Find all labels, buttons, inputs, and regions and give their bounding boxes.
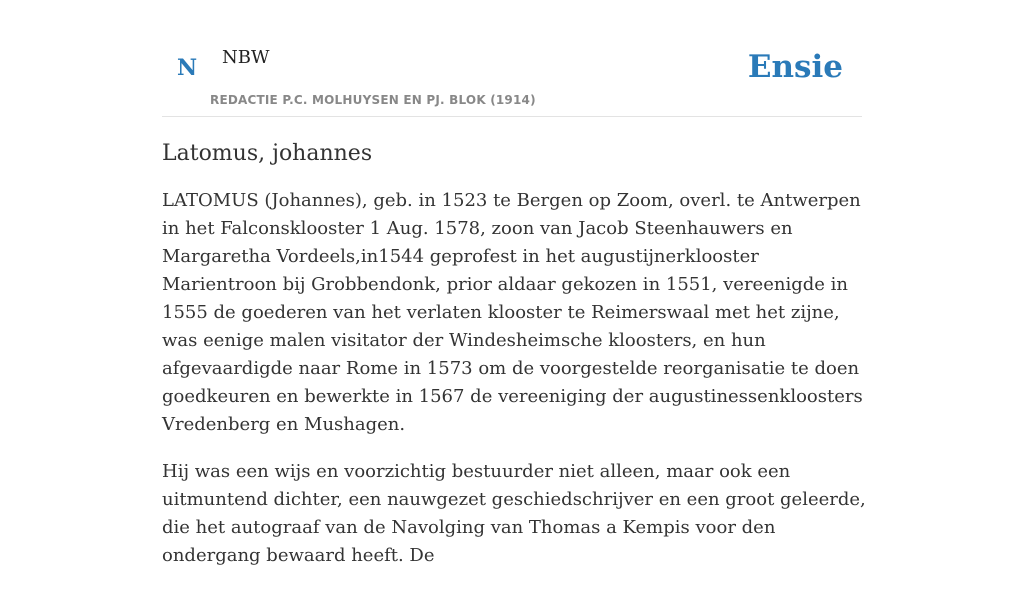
article-paragraph: Hij was een wijs en voorzichtig bestuurder niet alleen, maar ook een uitmuntend dichter, een nauwgezet geschiedschrijver en een groot geleerde, die het autograaf van de Navolging van Thomas a Kempis voor den ondergang bewaard heeft. De xyxy=(162,461,866,566)
ensie-logo[interactable]: Ensie xyxy=(747,49,843,85)
article-title: Latomus, johannes xyxy=(162,141,373,166)
book-logo[interactable]: N xyxy=(177,55,198,81)
book-editors: REDACTIE P.C. MOLHUYSEN EN PJ. BLOK (1914) xyxy=(210,93,536,107)
article-paragraph: LATOMUS (Johannes), geb. in 1523 te Bergen op Zoom, overl. te Antwerpen in het Falconsklooster 1 Aug. 1578, zoon van Jacob Steenhauwers en Margaretha Vordeels,in1544 geprofest in het augustijnerklooster Marientroon bij Grobbendonk, prior aldaar gekozen in 1551, vereenigde in 1555 de goederen van het verlaten klooster te Reimerswaal met het zijne, was eenige malen visitator der Windesheimsche kloosters, en hun afgevaardigde naar Rome in 1573 om de voorgestelde reorganisatie te doen goedkeuren en bewerkte in 1567 de vereeniging der augustinessenkloosters Vredenberg en Mushagen. xyxy=(162,190,863,435)
article xyxy=(162,138,868,589)
book-title-link[interactable]: NBW xyxy=(222,47,270,68)
page-header xyxy=(162,0,862,117)
